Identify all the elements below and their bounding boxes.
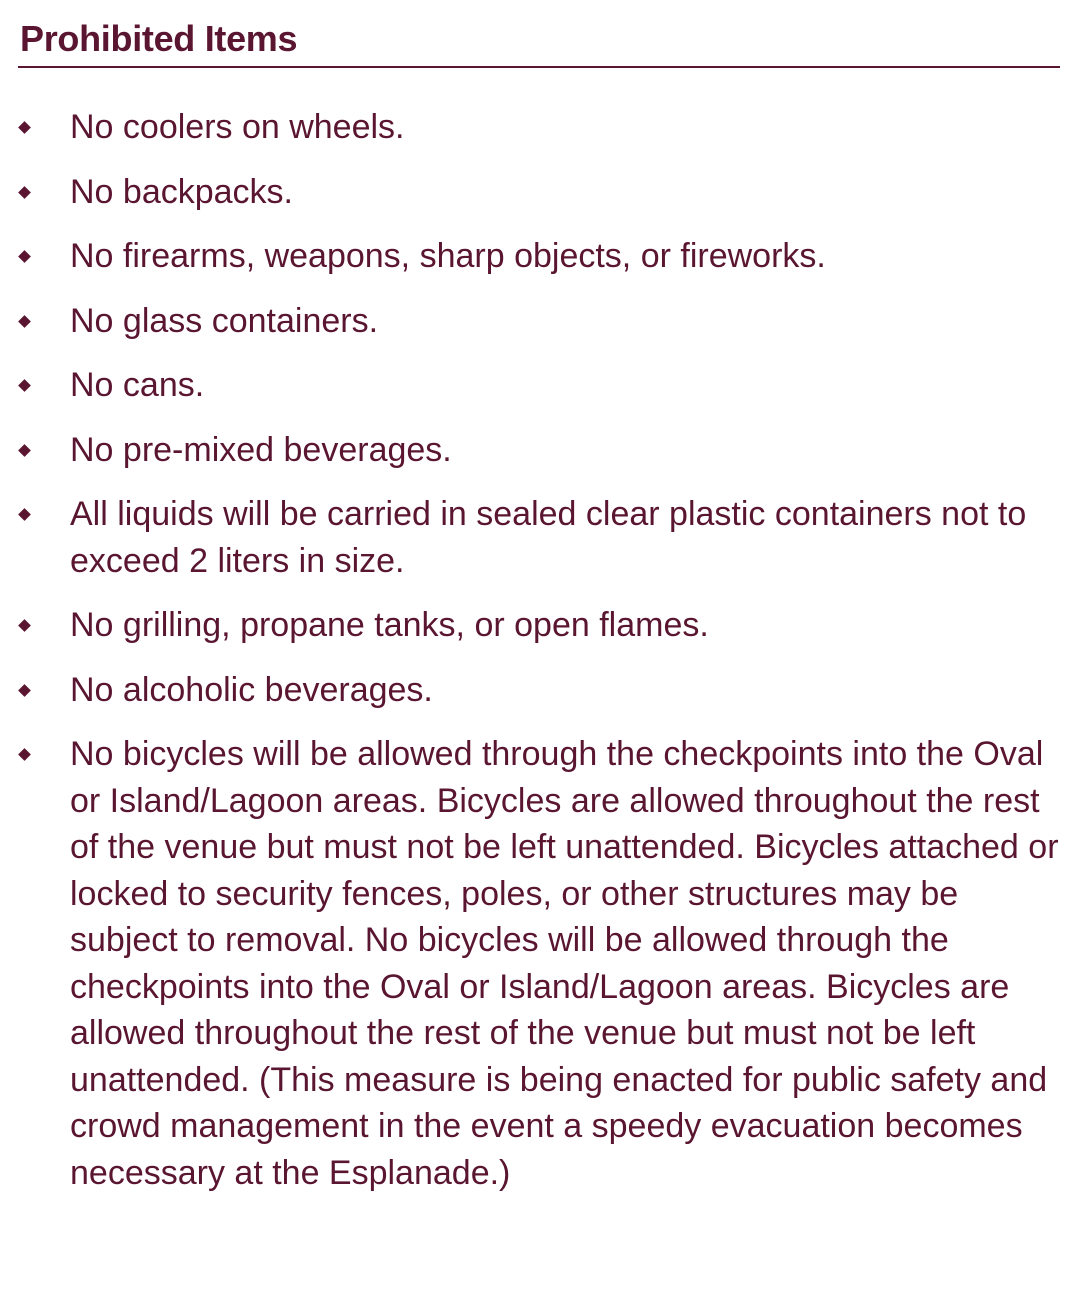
- diamond-bullet-icon: [18, 250, 31, 263]
- list-item: [0, 602, 1080, 649]
- list-item-text: No glass containers.: [70, 301, 379, 340]
- section-heading: Prohibited Items: [20, 18, 298, 59]
- list-item-text: No alcoholic beverages.: [70, 670, 433, 709]
- list-item-text: No firearms, weapons, sharp objects, or fireworks.: [70, 237, 826, 275]
- diamond-bullet-icon: [18, 748, 31, 761]
- heading-divider: [18, 66, 1060, 68]
- list-item: [0, 491, 1080, 584]
- diamond-bullet-icon: [18, 619, 31, 632]
- list-item-text: No coolers on wheels.: [70, 108, 405, 146]
- diamond-bullet-icon: [18, 315, 31, 328]
- list-item: [0, 104, 1080, 151]
- diamond-bullet-icon: [18, 444, 31, 457]
- prohibited-items-list: [0, 104, 1080, 1214]
- list-item-text: No pre-mixed beverages.: [70, 430, 452, 469]
- list-item-text: All liquids will be carried in sealed clear plastic containers not to exceed 2 liters in size.: [70, 495, 1027, 580]
- list-item: [0, 233, 1080, 280]
- list-item: [0, 427, 1080, 474]
- list-item: [0, 731, 1080, 1196]
- list-item: [0, 362, 1080, 409]
- list-item: [0, 667, 1080, 714]
- diamond-bullet-icon: [18, 508, 31, 521]
- list-item: [0, 298, 1080, 345]
- diamond-bullet-icon: [18, 186, 31, 199]
- list-item: [0, 169, 1080, 216]
- diamond-bullet-icon: [18, 121, 31, 134]
- diamond-bullet-icon: [18, 684, 31, 697]
- list-item-text: No grilling, propane tanks, or open flames.: [70, 606, 709, 644]
- list-item-text: No bicycles will be allowed through the checkpoints into the Oval or Island/Lagoon areas. Bicycles are allowed throughout the rest of the venue but must not be left unattended. Bicycles attached or locked to security fences, poles, or other structures may be subject to removal. No bicycles will be allowed through the checkpoints into the Oval or Island/Lagoon areas. Bicycles are allowed throughout the rest of the venue but must not be left unattended. (This measure is being enacted for public safety and crowd management in the event a speedy evacuation becomes necessary at the Esplanade.): [70, 735, 1059, 1192]
- diamond-bullet-icon: [18, 379, 31, 392]
- list-item-text: No backpacks.: [70, 172, 293, 211]
- list-item-text: No cans.: [70, 366, 205, 404]
